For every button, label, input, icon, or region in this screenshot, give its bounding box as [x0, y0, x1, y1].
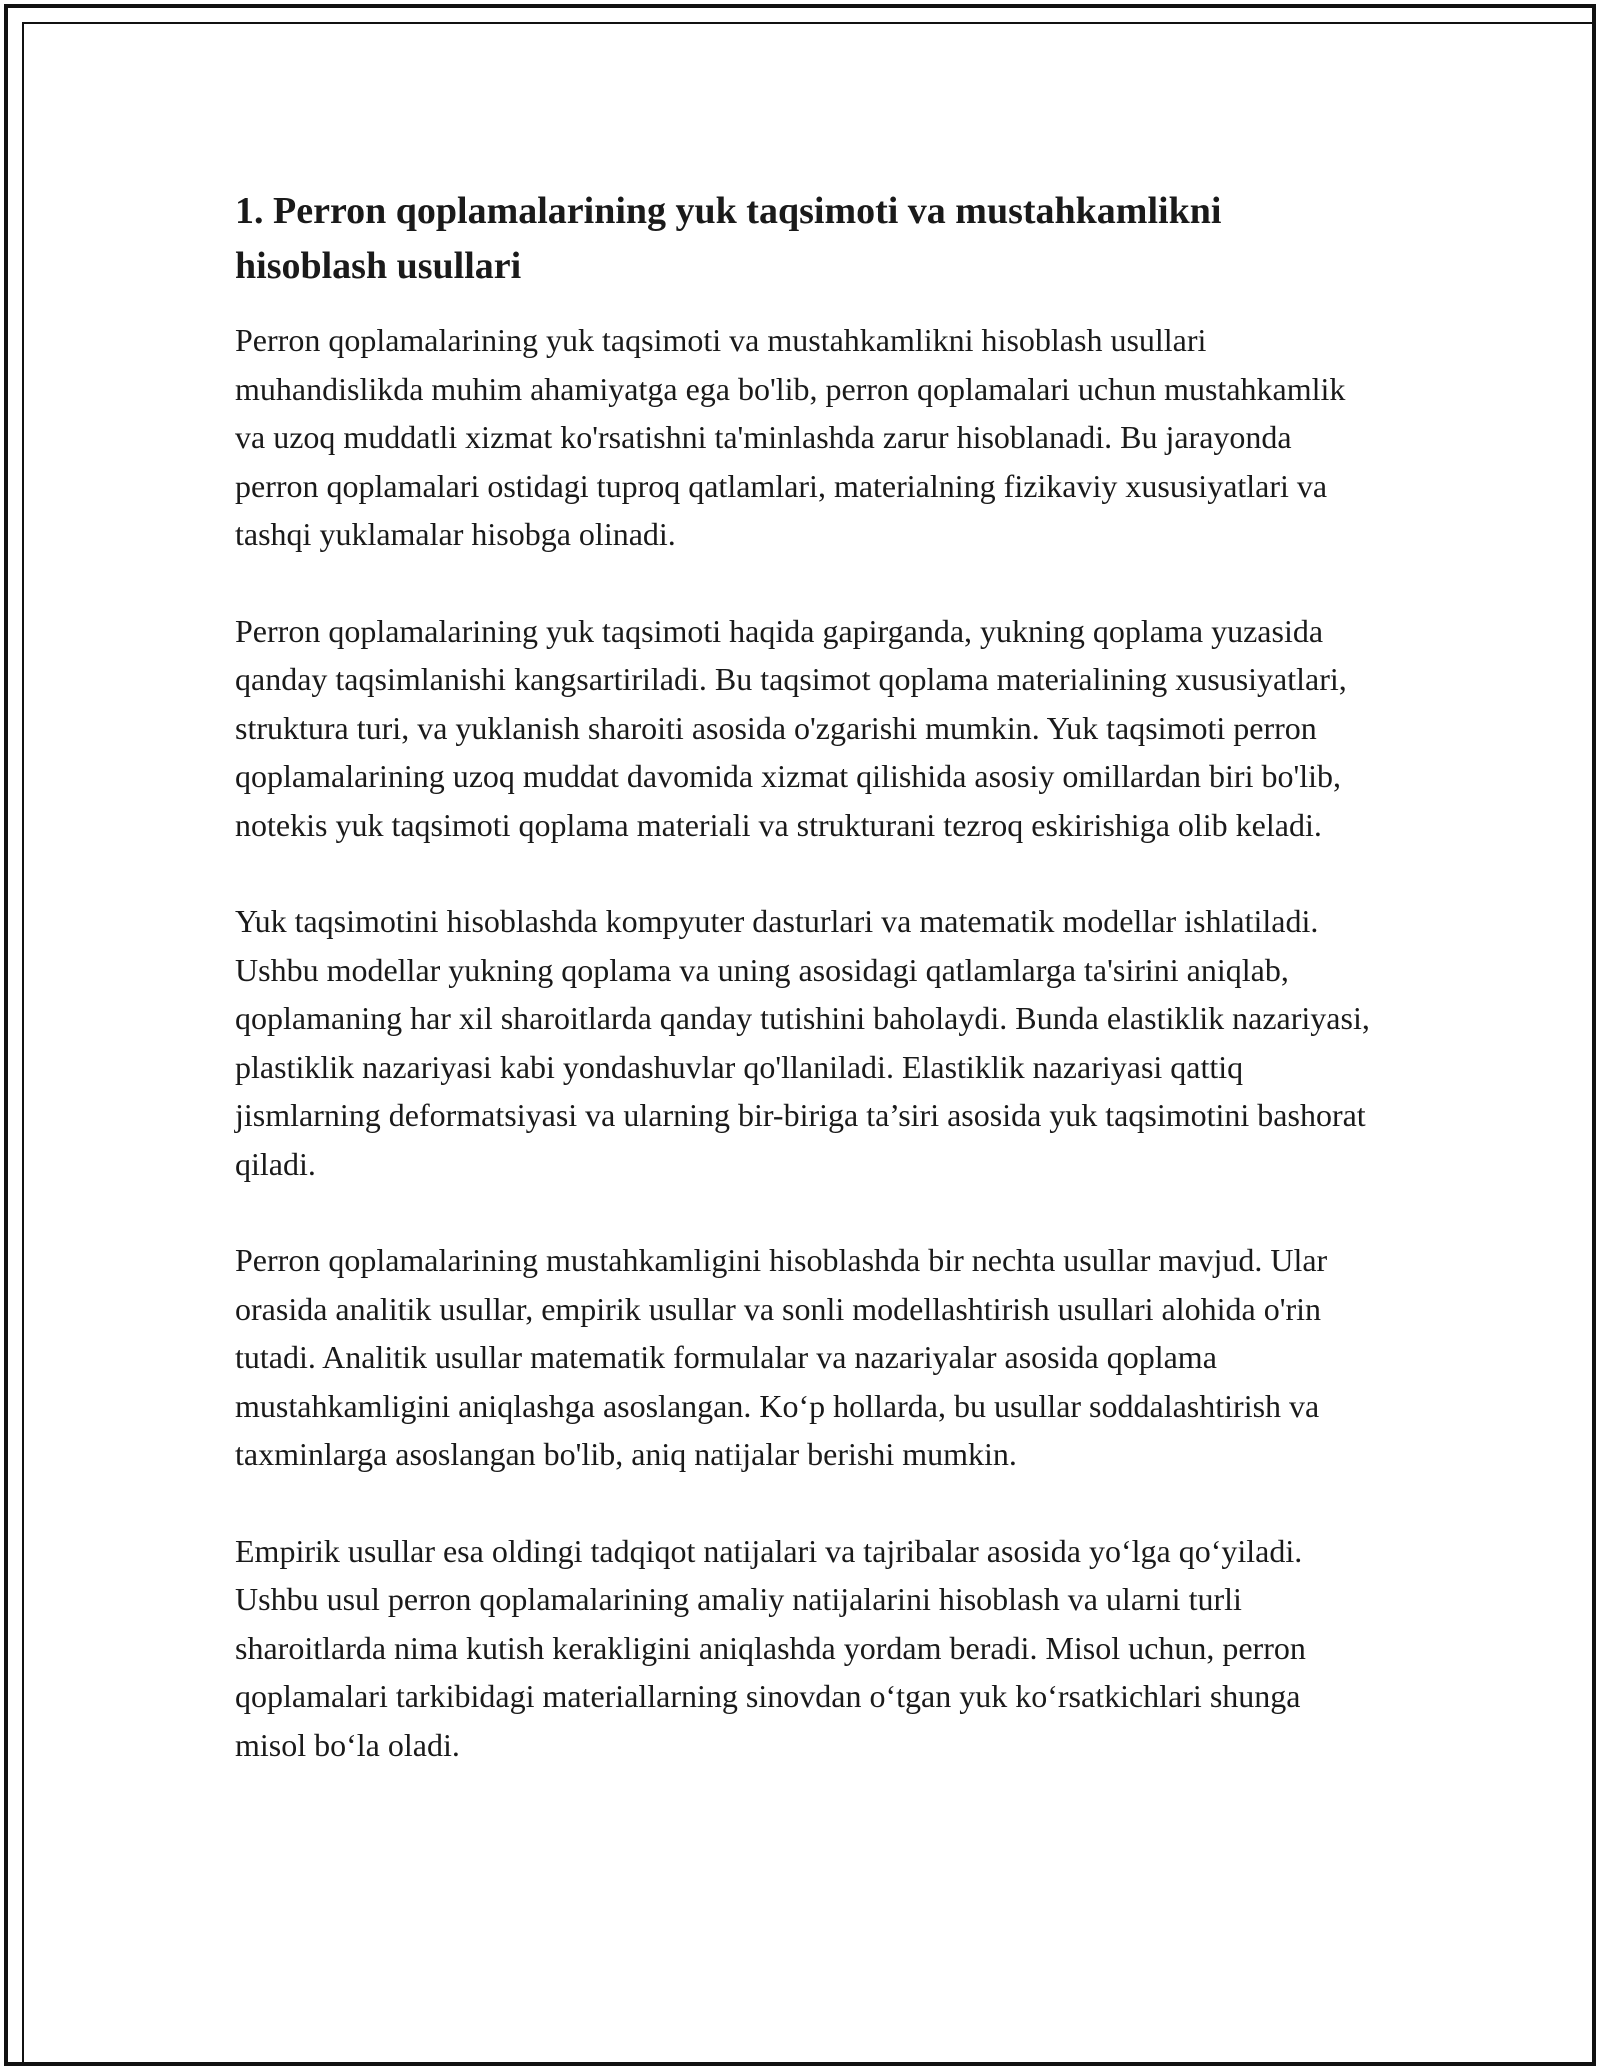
paragraph-strength-methods: Perron qoplamalarining mustahkamligini hisoblashda bir nechta usullar mavjud. Ular orasida analitik usullar, empirik usullar va sonli modellashtirish usullari alohida o'rin tutadi. Analitik usullar matematik formulalar va nazariyalar asosida qoplama mustahkamligini aniqlashga asoslangan. Ko‘p hollarda, bu usullar soddalashtirish va taxminlarga asoslangan bo'lib, aniq natijalar berishi mumkin. [235, 1242, 1328, 1472]
document-body [235, 184, 1375, 1769]
section-heading: 1. Perron qoplamalarining yuk taqsimoti va mustahkamlikni hisoblash usullari [235, 190, 1222, 287]
paragraph-load-distribution-intro: Perron qoplamalarining yuk taqsimoti va mustahkamlikni hisoblash usullari muhandislikda muhim ahamiyatga ega bo'lib, perron qoplamalari uchun mustahkamlik va uzoq muddatli xizmat ko'rsatishni ta'minlashda zarur hisoblanadi. Bu jarayonda perron qoplamalari ostidagi tuproq qatlamlari, materialning fizikaviy xususiyatlari va tashqi yuklamalar hisobga olinadi. [235, 322, 1346, 552]
paragraph-computer-models: Yuk taqsimotini hisoblashda kompyuter dasturlari va matematik modellar ishlatiladi. Ushbu modellar yukning qoplama va uning asosidagi qatlamlarga ta'sirini aniqlab, qoplamaning har xil sharoitlarda qanday tutishini baholaydi. Bunda elastiklik nazariyasi, plastiklik nazariyasi kabi yondashuvlar qo'llaniladi. Elastiklik nazariyasi qattiq jismlarning deformatsiyasi va ularning bir-biriga ta’siri asosida yuk taqsimotini bashorat qiladi. [235, 903, 1370, 1182]
paragraph-load-distribution: Perron qoplamalarining yuk taqsimoti haqida gapirganda, yukning qoplama yuzasida qanday taqsimlanishi kangsartiriladi. Bu taqsimot qoplama materialining xususiyatlari, struktura turi, va yuklanish sharoiti asosida o'zgarishi mumkin. Yuk taqsimoti perron qoplamalarining uzoq muddat davomida xizmat qilishida asosiy omillardan biri bo'lib, notekis yuk taqsimoti qoplama materiali va strukturani tezroq eskirishiga olib keladi. [235, 612, 1347, 843]
paragraph-empirical-methods: Empirik usullar esa oldingi tadqiqot natijalari va tajribalar asosida yo‘lga qo‘yiladi. Ushbu usul perron qoplamalarining amaliy natijalarini hisoblash va ularni turli sharoitlarda nima kutish kerakligini aniqlashda yordam beradi. Misol uchun, perron qoplamalari tarkibidagi materiallarning sinovdan o‘tgan yuk ko‘rsatkichlari shunga misol bo‘la oladi. [235, 1532, 1306, 1763]
